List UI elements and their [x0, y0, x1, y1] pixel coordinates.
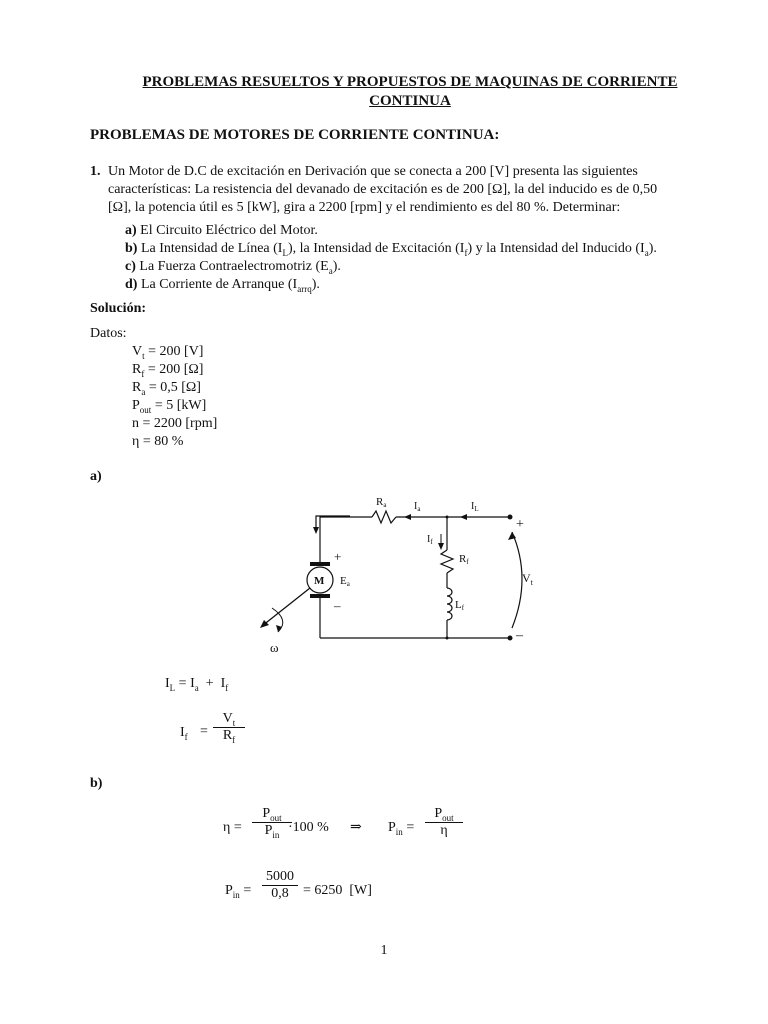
problem-number: 1. — [90, 164, 101, 179]
equation-eta: η = — [223, 820, 242, 835]
terminal-top — [508, 515, 513, 520]
equation-if-lhs: $I_f$ — [180, 725, 188, 742]
label-lf: Lf — [455, 599, 465, 612]
data-eta: η = 80 % — [132, 434, 184, 449]
inductor-lf — [447, 588, 452, 620]
equation-pin-lhs: $P_{in}$ = — [388, 820, 415, 837]
data-n: n = 2200 [rpm] — [132, 416, 218, 431]
fraction-numerator: $P_{out}$ — [262, 806, 282, 823]
label-vt: $V_t$ — [522, 571, 533, 587]
data-ra: $R_a = 0,5$ [Ω] — [132, 380, 201, 397]
resistor-rf — [441, 550, 453, 573]
vt-arrow-arc — [512, 532, 522, 628]
document-title-line2: CONTINUA — [369, 93, 451, 109]
motor-brush-bottom — [310, 594, 330, 598]
item-b: b) La Intensidad de Línea $(I_L)$, la Intensidad de Excitación $(I_f)$ y la Intensidad del Inducido $(I_a)$. — [125, 241, 657, 258]
solution-label: Solución: — [90, 301, 147, 316]
equation-pin-value-fraction — [262, 869, 298, 902]
armature-current-arrow — [316, 516, 350, 530]
resistor-ra — [372, 511, 396, 523]
motor-brush-top — [310, 562, 330, 566]
equation-eta-times: ·100 % — [288, 820, 329, 835]
label-plus-motor: + — [334, 549, 342, 564]
node-bottom — [446, 637, 449, 640]
label-minus-terminal: – — [516, 628, 523, 643]
data-rf: $R_f = 200$ [Ω] — [132, 362, 204, 379]
node-top — [446, 516, 449, 519]
fraction-denominator: 0,8 — [262, 885, 298, 902]
equation-pin-fraction — [425, 806, 463, 839]
label-ea: Ea — [340, 575, 350, 588]
item-c: c) La Fuerza Contraelectromotriz $(E_a)$. — [125, 259, 341, 276]
if-arrow-head — [438, 543, 444, 550]
equation-eta-fraction — [252, 806, 292, 839]
equation-pin-value-lhs: $P_{in}$ = — [225, 883, 252, 900]
part-a-label: a) — [90, 469, 102, 484]
equation-il: $I_L = I_a + I_f$ — [165, 676, 229, 693]
label-minus-motor: – — [334, 598, 341, 613]
terminal-bottom — [508, 636, 513, 641]
item-a: a) El Circuito Eléctrico del Motor. — [125, 223, 318, 238]
item-d: d) La Corriente de Arranque $(I_{arrq})$. — [125, 277, 320, 294]
implies-arrow: ⇒ — [350, 820, 362, 835]
il-arrow-head — [460, 514, 467, 520]
fraction-numerator: $V_t$ — [222, 711, 236, 728]
equation-if-equals: = — [200, 724, 208, 739]
label-ra: Ra — [376, 496, 387, 509]
fraction-numerator: $P_{out}$ — [434, 806, 454, 823]
label-il: $I_L$ — [471, 501, 479, 513]
motor-circuit-diagram — [250, 490, 550, 660]
problem-line-3: [Ω], la potencia útil es 5 [kW], gira a 2200 [rpm] y el rendimiento es del 80 %. Determinar: — [108, 200, 621, 215]
part-b-label: b) — [90, 776, 103, 791]
label-if: $I_f$ — [427, 534, 433, 546]
label-ia: $I_a$ — [414, 501, 421, 513]
label-omega: ω — [270, 640, 279, 655]
page-number: 1 — [380, 943, 388, 958]
label-motor: M — [314, 575, 325, 587]
fraction-denominator: $P_{in}$ — [252, 822, 292, 839]
left-arrow-head — [313, 527, 319, 534]
fraction-denominator: η — [425, 822, 463, 839]
label-rf: Rf — [459, 553, 469, 566]
equation-if-fraction — [213, 711, 245, 744]
equation-pin-result: = 6250 [W] — [303, 883, 372, 898]
ia-arrow-head — [404, 514, 411, 520]
data-label: Datos: — [90, 326, 127, 341]
data-vt: $V_t = 200$ [V] — [132, 344, 204, 361]
section-heading: PROBLEMAS DE MOTORES DE CORRIENTE CONTINUA: — [90, 127, 500, 143]
fraction-numerator: 5000 — [266, 869, 294, 884]
problem-line-2: características: La resistencia del devanado de excitación es de 200 [Ω], la del inducido es de 0,50 — [108, 182, 658, 197]
document-title-line1: PROBLEMAS RESUELTOS Y PROPUESTOS DE MAQUINAS DE CORRIENTE — [142, 74, 678, 90]
motor-shaft — [262, 588, 310, 626]
top-wire-left — [320, 517, 372, 550]
data-pout: $P_{out} = 5$ [kW] — [132, 398, 207, 415]
fraction-denominator: $R_f$ — [213, 727, 245, 744]
label-plus-terminal: + — [516, 517, 524, 532]
problem-line-1: Un Motor de D.C de excitación en Derivación que se conecta a 200 [V] presenta las siguientes — [108, 164, 638, 179]
